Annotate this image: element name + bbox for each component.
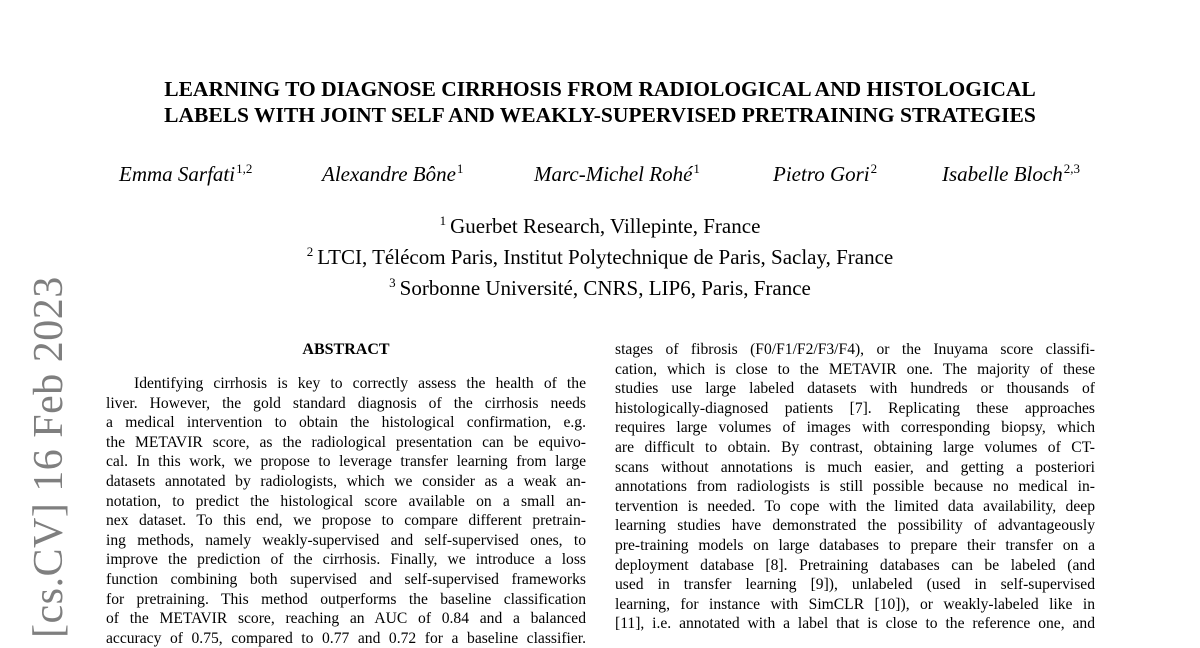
abstract-line: liver. However, the gold standard diagnosis of the cirrhosis needs [106, 394, 586, 412]
author-name: Emma Sarfati [119, 162, 236, 186]
abstract-line: accuracy of 0.75, compared to 0.77 and 0.72 for a baseline classifier. [106, 629, 586, 647]
abstract-line: notation, to predict the histological score available on a small an- [106, 492, 586, 510]
author-2 [322, 156, 463, 187]
body-line: [11], i.e. annotated with a label that is close to the reference one, and [615, 615, 1095, 633]
author-affil-sup: 2,3 [1063, 161, 1080, 176]
body-line: used in transfer learning [9]), unlabeled (used in self-supervised [615, 576, 1095, 594]
affiliation-text: Sorbonne Université, CNRS, LIP6, Paris, France [399, 276, 811, 300]
body-line: annotations from radiologists is still possible because no medical in- [615, 478, 1095, 496]
abstract-line: for pretraining. This method outperforms the baseline classification [106, 590, 586, 608]
body-line: learning, for instance with SimCLR [10]), or weakly-labeled like in [615, 595, 1095, 613]
author-name: Pietro Gori [773, 162, 870, 186]
affiliation-1 [100, 208, 1100, 239]
author-4 [773, 156, 877, 187]
body-line: studies use large labeled datasets with hundreds or thousands of [615, 380, 1095, 398]
affiliation-list [100, 208, 1100, 301]
affiliation-3 [100, 270, 1100, 301]
author-affil-sup: 2 [870, 161, 878, 176]
body-line: learning studies have demonstrated the possibility of advantageously [615, 517, 1095, 535]
arxiv-identifier-stamp: [cs.CV] 16 Feb 2023 [26, 276, 72, 638]
author-3 [534, 156, 700, 187]
abstract-line: a medical intervention to obtain the histological confirmation, e.g. [106, 414, 586, 432]
abstract-line: nex dataset. To this end, we propose to compare different pretrain- [106, 512, 586, 530]
body-line: stages of fibrosis (F0/F1/F2/F3/F4), or the Inuyama score classifi- [615, 341, 1095, 358]
abstract-line: of the METAVIR score, reaching an AUC of 0.84 and a balanced [106, 610, 586, 628]
author-1 [119, 156, 252, 187]
author-affil-sup: 1 [456, 161, 464, 176]
body-line: are difficult to obtain. By contrast, obtaining large volumes of CT- [615, 438, 1095, 456]
abstract-line: datasets annotated by radiologists, which we consider as a weak an- [106, 472, 586, 490]
body-line: tervention is needed. To cope with the limited data availability, deep [615, 497, 1095, 515]
abstract-body [106, 374, 586, 648]
author-name: Alexandre Bône [322, 162, 456, 186]
author-name: Isabelle Bloch [942, 162, 1063, 186]
author-affil-sup: 1 [693, 161, 700, 176]
title-line-2: LABELS WITH JOINT SELF AND WEAKLY-SUPERVISED PRETRAINING STRATEGIES [164, 103, 1036, 127]
body-line: cation, which is close to the METAVIR one. The majority of these [615, 360, 1095, 378]
body-line: requires large volumes of images with corresponding biopsy, which [615, 419, 1095, 437]
author-5 [942, 156, 1080, 187]
paper-title [100, 76, 1100, 128]
body-line: scans without annotations is much easier, and getting a posteriori [615, 458, 1095, 476]
abstract-line: improve the prediction of the cirrhosis. Finally, we introduce a loss [106, 551, 586, 569]
affiliation-text: Guerbet Research, Villepinte, France [450, 214, 761, 238]
title-line-1: LEARNING TO DIAGNOSE CIRRHOSIS FROM RADIOLOGICAL AND HISTOLOGICAL [164, 77, 1036, 101]
abstract-line: ing methods, namely weakly-supervised and self-supervised ones, to [106, 531, 586, 549]
affiliation-sup: 3 [389, 275, 396, 290]
body-line: pre-training models on large databases to prepare their transfer on a [615, 536, 1095, 554]
abstract-line: cal. In this work, we propose to leverage transfer learning from large [106, 453, 586, 471]
intro-right-column [615, 340, 1095, 634]
affiliation-text: LTCI, Télécom Paris, Institut Polytechnique de Paris, Saclay, France [317, 245, 894, 269]
abstract-line: Identifying cirrhosis is key to correctly assess the health of the [134, 375, 586, 392]
body-line: deployment database [8]. Pretraining databases can be labeled (and [615, 556, 1095, 574]
author-affil-sup: 1,2 [236, 161, 253, 176]
abstract-line: function combining both supervised and self-supervised frameworks [106, 570, 586, 588]
abstract-heading: ABSTRACT [302, 341, 390, 358]
affiliation-2 [100, 239, 1100, 270]
abstract-line: the METAVIR score, as the radiological presentation can be equivo- [106, 433, 586, 451]
author-name: Marc-Michel Rohé [534, 162, 693, 186]
affiliation-sup: 2 [306, 244, 314, 259]
body-line: histologically-diagnosed patients [7]. Replicating these approaches [615, 399, 1095, 417]
affiliation-sup: 1 [439, 213, 447, 228]
